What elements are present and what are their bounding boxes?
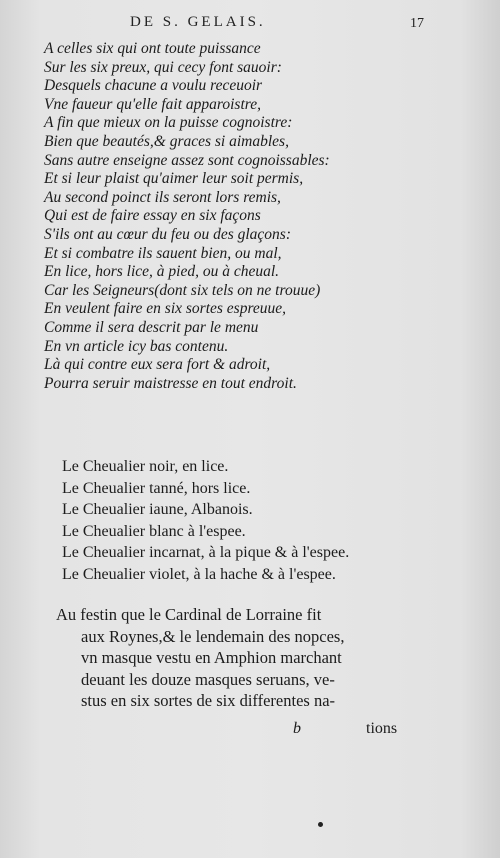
- prose-line: deuant les douze masques seruans, ve-: [81, 669, 335, 689]
- signature-mark: b: [293, 720, 301, 737]
- page-header: [0, 14, 500, 36]
- page-footer: [0, 718, 500, 742]
- verse-line: Bien que beautés,& graces si aimables,: [44, 132, 289, 150]
- verse-line: Et si leur plaist qu'aimer leur soit permis,: [44, 170, 304, 188]
- verse-line: Là qui contre eux sera fort & adroit,: [44, 356, 271, 374]
- knight-entry: Le Cheualier tanné, hors lice.: [62, 479, 251, 497]
- prose-line: stus en six sortes de six differentes na-: [81, 691, 336, 710]
- verse-line: Sur les six preux, qui cecy font sauoir:: [44, 58, 282, 76]
- verse-line: Desquels chacune a voulu receuoir: [44, 77, 263, 95]
- prose-line: vn masque vestu en Amphion marchant: [81, 648, 342, 667]
- catchword: tions: [366, 720, 398, 737]
- verse-line: Pourra seruir maistresse en tout endroit.: [44, 374, 297, 392]
- ink-dot: [318, 822, 323, 827]
- verse-line: Et si combatre ils sauent bien, ou mal,: [44, 244, 282, 262]
- verse-line: Car les Seigneurs(dont six tels on ne trouue): [44, 281, 321, 299]
- verse-line: S'ils ont au cœur du feu ou des glaçons:: [44, 225, 291, 243]
- verse-line: Qui est de faire essay en six façons: [44, 207, 261, 225]
- verse-line: A celles six qui ont toute puissance: [44, 40, 261, 57]
- verse-line: Sans autre enseigne assez sont cognoissables:: [44, 151, 330, 169]
- knight-entry: Le Cheualier incarnat, à la pique & à l'espee.: [62, 544, 350, 561]
- knights-list: [62, 456, 422, 585]
- verse-line: En veulent faire en six sortes espreuue,: [44, 300, 287, 318]
- page-number: 17: [410, 16, 424, 31]
- verse-line: Comme il sera descrit par le menu: [44, 318, 259, 336]
- prose-line: Au festin que le Cardinal de Lorraine fit: [56, 605, 322, 624]
- knight-entry: Le Cheualier iaune, Albanois.: [62, 501, 253, 518]
- verse-line: Au second poinct ils seront lors remis,: [44, 188, 281, 206]
- running-head: DE S. GELAIS.: [130, 14, 266, 30]
- verse-block: [44, 40, 364, 393]
- knight-entry: Le Cheualier blanc à l'espee.: [62, 522, 246, 540]
- knight-entry: Le Cheualier violet, à la hache & à l'espee.: [62, 565, 336, 583]
- prose-paragraph: [56, 604, 412, 712]
- verse-line: En vn article icy bas contenu.: [44, 337, 229, 355]
- verse-line: Vne faueur qu'elle fait apparoistre,: [44, 95, 261, 113]
- verse-line: A fin que mieux on la puisse cognoistre:: [44, 114, 293, 132]
- verse-line: En lice, hors lice, à pied, ou à cheual.: [44, 263, 280, 281]
- show-through: [420, 40, 500, 740]
- prose-line: aux Roynes,& le lendemain des nopces,: [81, 626, 345, 646]
- knight-entry: Le Cheualier noir, en lice.: [62, 458, 229, 475]
